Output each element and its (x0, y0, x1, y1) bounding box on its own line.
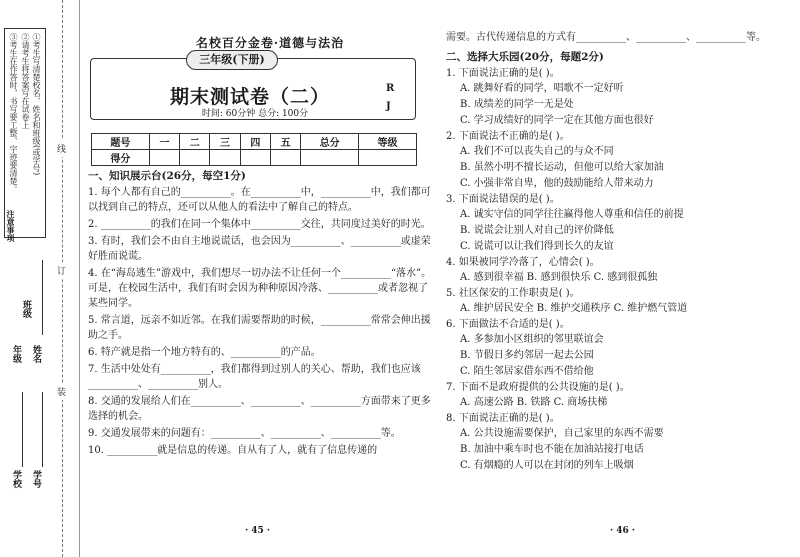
score-header: 三 (210, 134, 240, 150)
score-row (92, 150, 417, 166)
left-column (88, 168, 433, 460)
cut-word-line: 线 (57, 140, 66, 157)
fill-line (42, 392, 43, 467)
section2-title: 二、选择大乐园(20分，每题2分) (446, 51, 604, 63)
score-header-row (92, 134, 417, 150)
fill-question: 1. 每个人都有自己的__________。在__________中，__________中，我们都可以找到自己的特点，还可以从他人的看法中了解自己的特点。 (88, 187, 431, 213)
score-cell[interactable] (149, 150, 179, 166)
page-number-right: · 46 · (610, 526, 636, 536)
choice-question (446, 129, 796, 192)
choice-question (446, 255, 796, 286)
score-header: 总分 (301, 134, 359, 150)
score-cell[interactable] (180, 150, 210, 166)
fill-question: 5. 常言道，远亲不如近邻。在我们需要帮助的时候，__________常常会伸出援助之手。 (88, 315, 431, 341)
section1-title: 一、知识展示台(26分，每空1分) (88, 170, 246, 182)
edition-letter: R (386, 83, 395, 94)
answer-option[interactable]: A. 感到很幸福 B. 感到很快乐 C. 感到很孤独 (460, 272, 658, 283)
fill-line (22, 392, 23, 467)
score-cell[interactable] (301, 150, 359, 166)
edition-mark (386, 80, 394, 116)
answer-option[interactable]: A. 诚实守信的同学往往赢得他人尊重和信任的前提 (460, 209, 684, 220)
exam-meta: 时间: 60分钟 总分: 100分 (201, 109, 309, 119)
notes-box (4, 28, 46, 238)
fill-question-continued: 需要。古代传递信息的方式有__________、__________、__________等。 (446, 32, 766, 43)
choice-question (446, 380, 796, 411)
fill-question: 10. __________就是信息的传递。自从有了人，就有了信息传递的 (88, 445, 378, 456)
answer-option[interactable]: A. 公共设施需要保护，自己家里的东西不需要 (460, 428, 664, 439)
right-column (446, 30, 796, 474)
answer-option[interactable]: C. 学习成绩好的同学一定在其他方面也很好 (460, 115, 654, 126)
answer-option[interactable]: C. 陌生邻居家借东西不借给他 (460, 366, 594, 377)
answer-option[interactable]: A. 维护居民安全 B. 维护交通秩序 C. 维护燃气管道 (460, 303, 688, 314)
question-stem: 7. 下面不是政府提供的公共设施的是( )。 (446, 382, 630, 393)
series-title: 名校百分金卷·道德与法治 (195, 36, 345, 50)
answer-option[interactable]: C. 说谎可以让我们得到长久的友谊 (460, 241, 614, 252)
question-stem: 4. 如果被同学冷落了，心情会( )。 (446, 257, 600, 268)
score-header: 等级 (359, 134, 417, 150)
notes-heading: 注意事项 (6, 210, 16, 242)
score-cell[interactable] (359, 150, 417, 166)
note-3: ③考生在作答时，书写要工整、字迹要清楚。 (9, 33, 18, 193)
score-header: 一 (149, 134, 179, 150)
answer-option[interactable]: B. 加油中乘车时也不能在加油站接打电话 (460, 444, 644, 455)
question-stem: 2. 下面说法不正确的是( )。 (446, 131, 570, 142)
choice-question (446, 192, 796, 255)
field-school: 学校 (11, 470, 21, 488)
choice-question (446, 317, 796, 380)
question-stem: 8. 下面说法正确的是( )。 (446, 413, 560, 424)
score-cell[interactable] (240, 150, 270, 166)
answer-option[interactable]: B. 虽然小明不擅长运动，但他可以给大家加油 (460, 162, 664, 173)
fill-line (42, 260, 43, 335)
cut-word-load: 装 (57, 383, 66, 400)
field-grade: 年级 (11, 345, 21, 363)
answer-option[interactable]: C. 小强非常自卑，他的鼓励能给人带来动力 (460, 178, 654, 189)
choice-question (446, 411, 796, 474)
fill-question: 9. 交通发展带来的问题有：__________、__________、__________等。 (88, 428, 401, 439)
choice-question (446, 286, 796, 317)
binding-strip (0, 0, 80, 557)
score-header: 四 (240, 134, 270, 150)
question-stem: 5. 社区保安的工作职责是( )。 (446, 288, 580, 299)
fill-question: 8. 交通的发展给人们在__________、__________、__________方面带来了更多选择的机会。 (88, 396, 431, 422)
page-number-left: · 45 · (245, 526, 271, 536)
question-stem: 1. 下面说法正确的是( )。 (446, 68, 560, 79)
answer-option[interactable]: B. 成绩差的同学一无是处 (460, 99, 574, 110)
score-table (91, 133, 417, 166)
answer-option[interactable]: A. 多参加小区组织的邻里联谊会 (460, 334, 604, 345)
answer-option[interactable]: C. 有烟瘾的人可以在封闭的列车上吸烟 (460, 460, 634, 471)
exam-title: 期末测试卷（二） (169, 86, 330, 108)
answer-option[interactable]: B. 说谎会让别人对自己的评价降低 (460, 225, 614, 236)
question-stem: 6. 下面做法不合适的是( )。 (446, 319, 570, 330)
score-row-label: 得分 (92, 150, 150, 166)
note-1: ①考生写清楚校名、姓名和班级(或学号) (32, 33, 41, 176)
field-name: 姓名 (31, 345, 41, 363)
fill-question: 4. 在“海岛逃生”游戏中，我们想尽一切办法不让任何一个__________“落水”。可是，在校园生活中，我们有时会因为种种原因冷落、__________或者忽视了某些同学。 (88, 268, 432, 309)
score-header: 五 (270, 134, 300, 150)
score-cell[interactable] (270, 150, 300, 166)
edition-letter: J (386, 101, 391, 112)
score-header: 题号 (92, 134, 150, 150)
field-class: 班级 (21, 300, 31, 318)
note-2: ②请考生将答案写在试卷上 (21, 33, 30, 129)
answer-option[interactable]: A. 跳舞好看的同学，唱歌不一定好听 (460, 83, 624, 94)
question-stem: 3. 下面说法错误的是( )。 (446, 194, 560, 205)
grade-label: 三年级(下册) (186, 50, 278, 70)
cut-word-bind: 订 (57, 262, 66, 279)
answer-option[interactable]: A. 我们不可以丧失自己的与众不同 (460, 146, 614, 157)
answer-option[interactable]: B. 节假日多约邻居一起去公园 (460, 350, 594, 361)
fill-question: 3. 有时，我们会不由自主地说谎话，也会因为__________、__________或虚荣好胜而说谎。 (88, 236, 431, 262)
score-header: 二 (180, 134, 210, 150)
fill-question: 7. 生活中处处有__________，我们都得到过别人的关心、帮助，我们也应该__________、__________别人。 (88, 364, 421, 390)
score-cell[interactable] (210, 150, 240, 166)
answer-option[interactable]: A. 高速公路 B. 铁路 C. 商场扶梯 (460, 397, 608, 408)
fill-question: 6. 特产就是指一个地方特有的、__________的产品。 (88, 347, 321, 358)
choice-question (446, 66, 796, 129)
fill-question: 2. __________的我们在同一个集体中__________交往，共同度过美好的时光。 (88, 219, 431, 230)
field-student-id: 学号 (31, 470, 41, 488)
